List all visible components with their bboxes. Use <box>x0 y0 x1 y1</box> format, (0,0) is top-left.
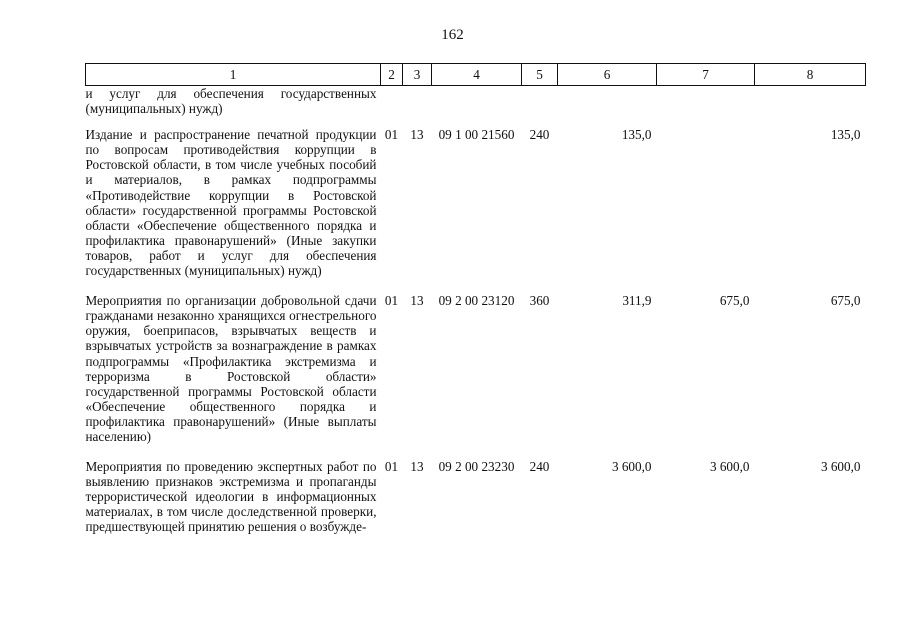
header-col-1: 1 <box>86 64 381 86</box>
row-subsection-code: 13 <box>410 293 424 309</box>
budget-table <box>85 63 866 548</box>
table-row <box>86 125 866 291</box>
row-amount-col8: 3 600,0 <box>820 459 861 475</box>
row-expense-type: 240 <box>529 459 550 475</box>
header-col-8: 8 <box>755 64 866 86</box>
row-section-code: 01 <box>384 293 399 309</box>
header-col-2: 2 <box>381 64 403 86</box>
row-amount-col7: 675,0 <box>719 293 750 309</box>
row-amount-col6: 3 600,0 <box>611 459 652 475</box>
row-target-article: 09 2 00 23120 <box>438 293 515 309</box>
row-description: Мероприятия по проведению экспертных работ по выявлению признаков экстремизма и пропаганды террористической идеологии в информационных материалах, в том числе доследственной проверки, предшествующей принятию решения о возбужде- <box>85 459 377 535</box>
row-description: и услуг для обеспечения государственных (муниципальных) нужд) <box>85 86 377 117</box>
row-amount-col8: 675,0 <box>830 293 861 309</box>
row-subsection-code: 13 <box>410 459 424 475</box>
table-row <box>86 291 866 457</box>
row-amount-col8: 135,0 <box>830 127 861 143</box>
row-target-article: 09 1 00 21560 <box>438 127 515 143</box>
row-amount-col7 <box>657 125 755 291</box>
page-number: 162 <box>441 27 464 43</box>
row-expense-type: 360 <box>529 293 550 309</box>
row-description: Издание и распространение печатной продукции по вопросам противодействия коррупции в Ростовской области, в том числе учебных пособий и материалов, в рамках подпрограммы «Противодействие коррупции в Ростовской области» государственной программы Ростовской области «Обеспечение общественного порядка и профилактика правонарушений» (Иные закупки товаров, работ и услуг для обеспечения государственных (муниципальных) нужд) <box>85 127 377 279</box>
row-subsection-code: 13 <box>410 127 424 143</box>
header-col-5: 5 <box>522 64 558 86</box>
header-col-3: 3 <box>403 64 432 86</box>
header-col-6: 6 <box>558 64 657 86</box>
table-header-row <box>86 64 866 86</box>
header-col-4: 4 <box>432 64 522 86</box>
row-section-code: 01 <box>384 459 399 475</box>
row-amount-col7: 3 600,0 <box>709 459 750 475</box>
row-amount-col6: 311,9 <box>622 293 652 309</box>
row-section-code: 01 <box>384 127 399 143</box>
table-row-continuation <box>86 86 866 126</box>
row-description: Мероприятия по организации добровольной сдачи гражданами незаконно хранящихся огнестрельного оружия, боеприпасов, взрывчатых веществ и взрывчатых устройств за вознаграждение в рамках подпрограммы «Профилактика экстремизма и терроризма в Ростовской области» государственной программы Ростовской области «Обеспечение общественного порядка и профилактика правонарушений» (Иные выплаты населению) <box>85 293 377 444</box>
table-row <box>86 457 866 547</box>
header-col-7: 7 <box>657 64 755 86</box>
row-target-article: 09 2 00 23230 <box>438 459 515 475</box>
row-amount-col6: 135,0 <box>621 127 652 143</box>
row-expense-type: 240 <box>529 127 550 143</box>
